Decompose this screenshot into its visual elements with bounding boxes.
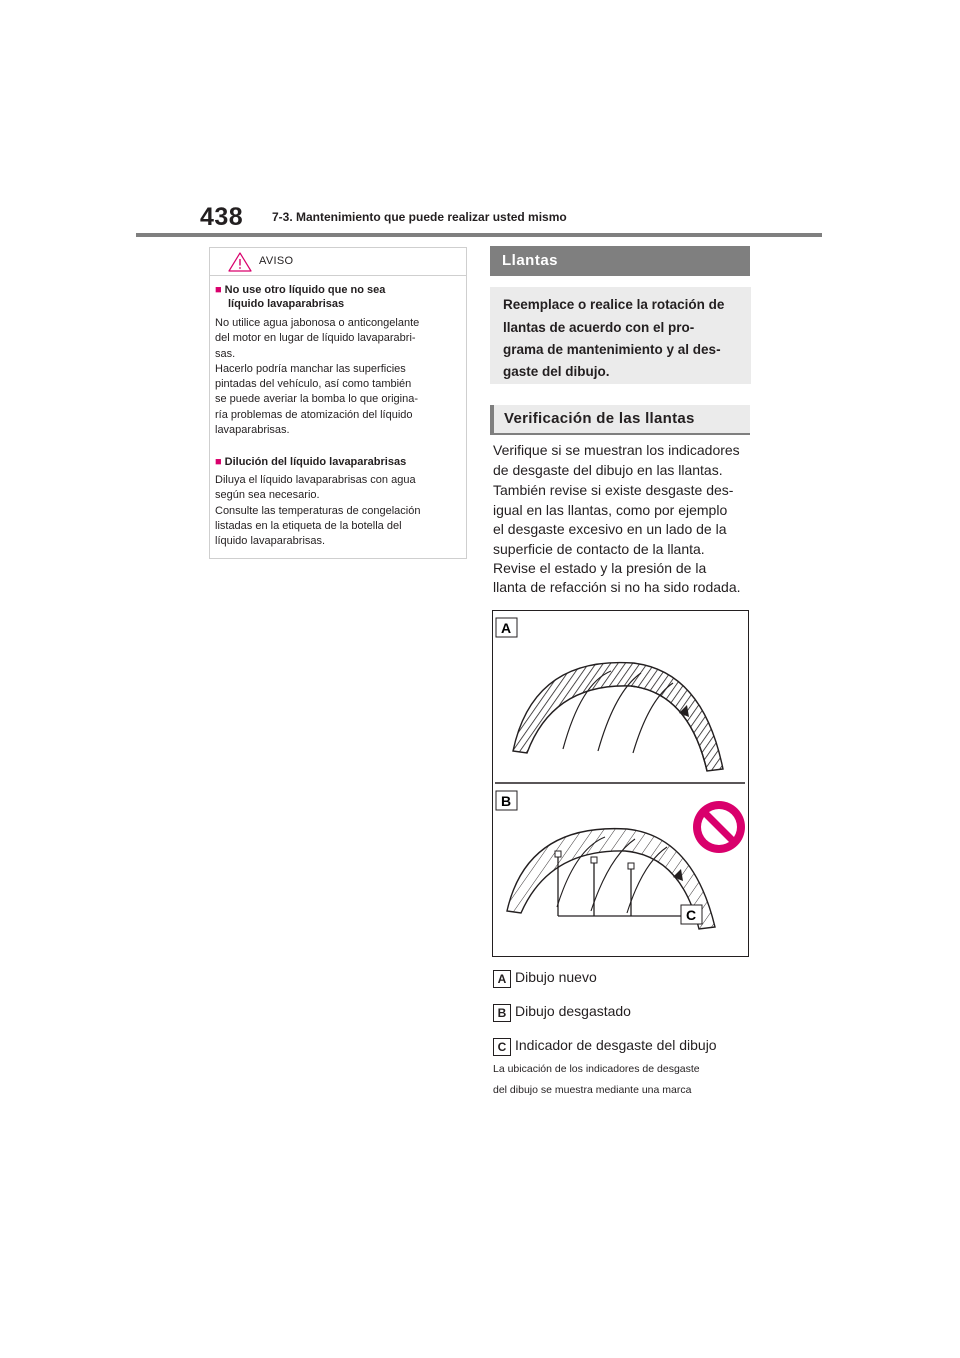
label-a: A xyxy=(501,620,512,636)
warning-triangle-icon xyxy=(228,252,252,272)
legend-item-a: A Dibujo nuevo xyxy=(493,969,597,988)
intro-line: Reemplace o realice la rotación de xyxy=(503,297,725,312)
bullet-square: ■ xyxy=(215,284,222,296)
warning-item-2-body: Diluya el líquido lavaparabrisas con agua según sea necesario. Consulte las temperaturas de congelación listadas en la etiqueta de la botella del líquido lavaparabrisas. xyxy=(215,474,421,548)
intro-line: llantas de acuerdo con el pro- xyxy=(503,320,695,335)
llantas-title: Llantas xyxy=(502,252,559,269)
page-number: 438 xyxy=(200,203,244,231)
paragraph-line: superficie de contacto de la llanta. xyxy=(493,541,705,557)
verificacion-title: Verificación de las llantas xyxy=(504,410,695,427)
new-tread-tire xyxy=(513,663,723,771)
verificacion-heading-bar xyxy=(490,405,750,435)
legend-key: A xyxy=(493,970,511,988)
label-b: B xyxy=(501,793,512,809)
note-line: del dibujo se muestra mediante una marca xyxy=(493,1084,692,1096)
header-rule xyxy=(136,233,822,237)
intro-box xyxy=(490,287,751,384)
warning-item-1-body: No utilice agua jabonosa o anticongelante del motor en lugar de líquido lavaparabri- sas. Hacerlo podría manchar las superficies pintadas del vehículo, así como también se puede averiar la bomba lo que origina- ría problemas de atomización del líquido lavaparabrisas. xyxy=(215,317,420,437)
warning-item-2-title: ■ Dilución del líquido lavaparabrisas xyxy=(215,456,407,468)
bullet-square: ■ xyxy=(215,456,222,468)
section-title: 7-3. Mantenimiento que puede realizar usted mismo xyxy=(272,210,567,224)
legend-item-b: B Dibujo desgastado xyxy=(493,1003,631,1022)
legend-item-c: C Indicador de desgaste del dibujo xyxy=(493,1037,717,1056)
warning-box xyxy=(209,247,467,559)
tire-figure xyxy=(492,610,749,957)
paragraph-line: el desgaste excesivo en un lado de la xyxy=(493,521,727,537)
legend-key: C xyxy=(493,1038,511,1056)
llantas-heading-bar xyxy=(490,246,750,276)
prohibited-icon xyxy=(693,801,745,853)
warning-title: AVISO xyxy=(259,255,294,267)
paragraph-line: llanta de refacción si no ha sido rodada. xyxy=(493,579,741,595)
label-c: C xyxy=(686,907,697,923)
intro-line: grama de mantenimiento y al des- xyxy=(503,342,721,357)
paragraph-line: Verifique si se muestran los indicadores xyxy=(493,442,740,458)
warning-item-1-title: ■ No use otro líquido que no sea líquido lavaparabrisas xyxy=(215,284,386,310)
warning-header xyxy=(210,248,466,276)
paragraph-line: de desgaste del dibujo en las llantas. xyxy=(493,462,723,478)
legend-key: B xyxy=(493,1004,511,1022)
paragraph-line: También revise si existe desgaste des- xyxy=(493,482,734,498)
note-line: La ubicación de los indicadores de desgaste xyxy=(493,1063,700,1075)
paragraph-line: igual en las llantas, como por ejemplo xyxy=(493,502,728,518)
intro-line: gaste del dibujo. xyxy=(503,364,610,379)
tire-illustration xyxy=(493,611,748,956)
paragraph-line: Revise el estado y la presión de la xyxy=(493,560,707,576)
